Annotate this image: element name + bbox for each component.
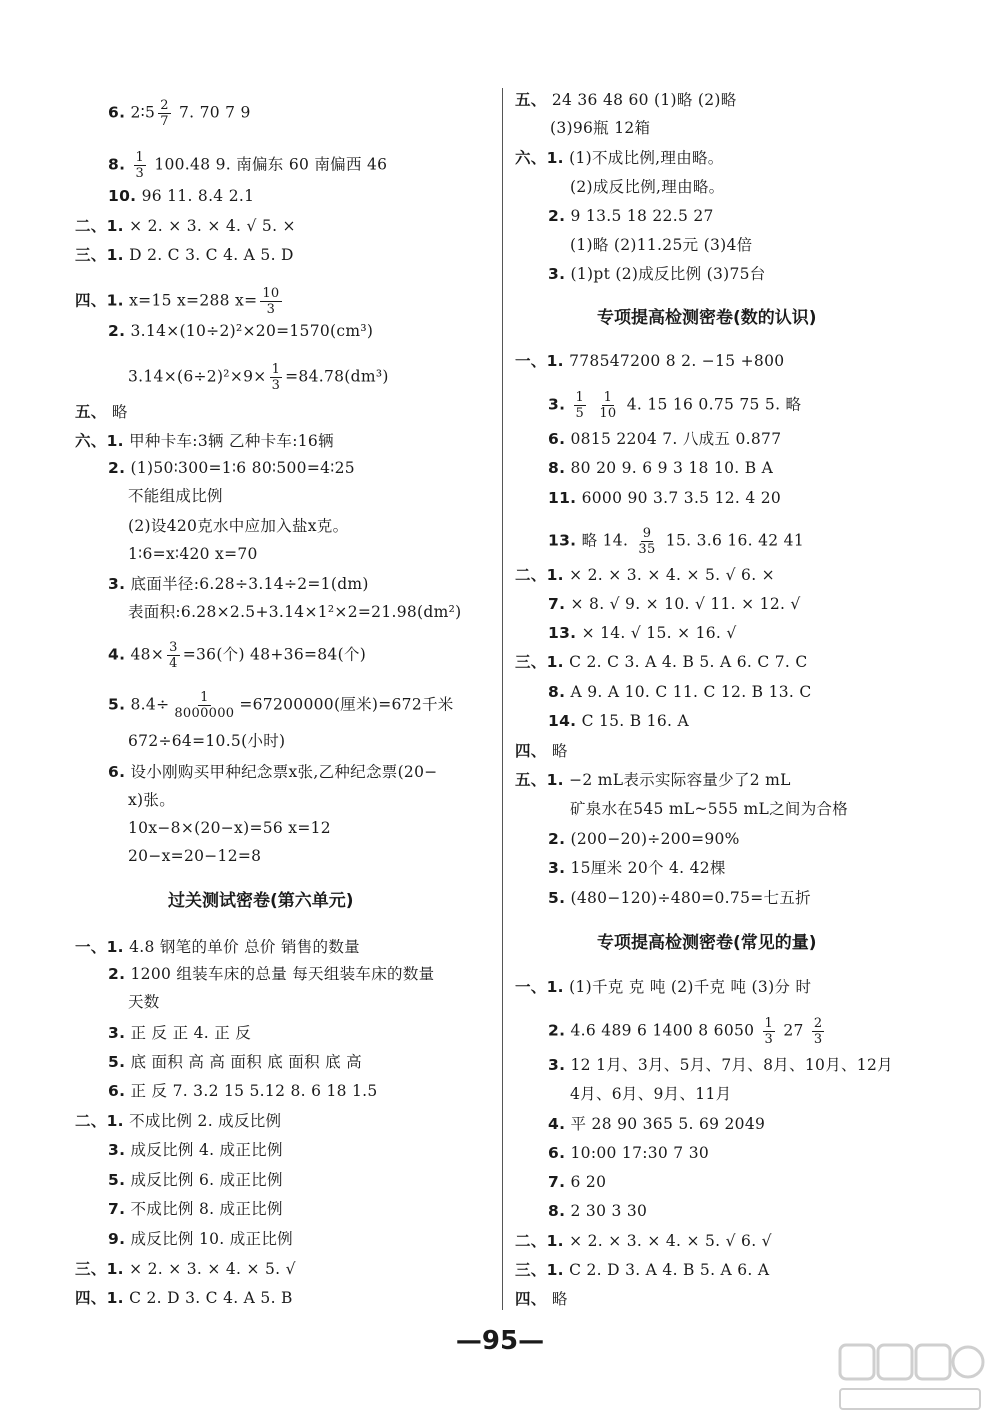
fraction-denominator: 3 — [135, 166, 145, 181]
answer-line — [108, 1081, 378, 1101]
answer-text: 10:00 17:30 7 30 — [570, 1144, 710, 1162]
answer-text: 9 13.5 18 22.5 27 — [570, 207, 714, 225]
answer-line — [108, 1023, 251, 1043]
answer-text: 27 — [778, 1021, 809, 1040]
fraction-numerator: 1 — [603, 390, 613, 405]
answer-text: 3.14×(10÷2)²×20=1570(cm³) — [130, 322, 374, 340]
answer-line — [75, 402, 128, 422]
answer-line — [515, 90, 737, 110]
answer-text: C 2. D 3. A 4. B 5. A 6. A — [569, 1261, 770, 1279]
answer-line — [548, 1172, 606, 1192]
question-number: 一、1. — [515, 352, 564, 370]
answer-line — [548, 429, 781, 449]
answer-text: =36(个) 48+36=84(个) — [182, 645, 367, 664]
answer-line — [108, 1140, 283, 1160]
fraction — [158, 98, 171, 129]
answer-line — [128, 731, 285, 751]
question-number: 四、 — [515, 1290, 547, 1308]
answer-line — [550, 118, 650, 138]
question-number: 二、1. — [515, 566, 564, 584]
question-number: 11. — [548, 489, 577, 507]
answer-text: 成反比例 4. 成正比例 — [130, 1141, 283, 1159]
answer-text: 0815 2204 7. 八成五 0.877 — [570, 430, 782, 448]
fraction-denominator: 3 — [813, 1032, 823, 1047]
question-number: 四、1. — [75, 1289, 124, 1307]
answer-line — [515, 1289, 568, 1309]
fraction-denominator: 3 — [266, 302, 276, 317]
question-number: 7. — [108, 1200, 126, 1218]
fraction-numerator: 1 — [271, 362, 281, 377]
answer-text: × 2. × 3. × 4. √ 5. × — [129, 217, 296, 235]
answer-text: × 14. √ 15. × 16. √ — [581, 624, 737, 642]
answer-text: 正 反 正 4. 正 反 — [130, 1024, 252, 1042]
answer-text: 672÷64=10.5(小时) — [128, 732, 286, 750]
question-number: 4. — [108, 645, 126, 664]
question-number: 五、 — [75, 403, 107, 421]
fraction — [574, 390, 587, 421]
answer-text: 略 14. — [581, 531, 634, 550]
question-number: 5. — [108, 1053, 126, 1071]
fraction-denominator: 8000000 — [174, 706, 235, 721]
fraction-numerator: 1 — [575, 390, 585, 405]
question-number: 三、1. — [75, 246, 124, 264]
answer-text: 96 11. 8.4 2.1 — [141, 187, 255, 205]
question-number: 3. — [108, 575, 126, 593]
answer-line — [128, 790, 175, 810]
answer-line — [515, 741, 568, 761]
answer-text: 正 反 7. 3.2 15 5.12 8. 6 18 1.5 — [130, 1082, 378, 1100]
answer-text: 778547200 8 2. −15 +800 — [569, 352, 785, 370]
question-number: 3. — [548, 265, 566, 283]
question-number: 13. — [548, 531, 577, 550]
question-number: 6. — [548, 430, 566, 448]
answer-text: D 2. C 3. C 4. A 5. D — [129, 246, 294, 264]
answer-text: −2 mL表示实际容量少了2 mL — [569, 771, 791, 789]
question-number: 5. — [108, 695, 126, 714]
answer-text: (1)略 (2)11.25元 (3)4倍 — [570, 236, 753, 254]
answer-text: C 15. B 16. A — [581, 712, 689, 730]
answer-line — [548, 682, 812, 702]
answer-text: 底面半径:6.28÷3.14÷2=1(dm) — [130, 575, 369, 593]
fraction-denominator: 10 — [599, 406, 617, 421]
answer-text: x)张。 — [128, 791, 175, 809]
answer-line — [515, 565, 775, 585]
answer-line — [108, 964, 434, 984]
answer-line — [548, 829, 740, 849]
fraction — [260, 286, 281, 317]
question-number: 6. — [108, 103, 126, 122]
answer-line — [548, 1055, 893, 1075]
answer-text: × 8. √ 9. × 10. √ 11. × 12. √ — [570, 595, 801, 613]
fraction-numerator: 1 — [764, 1016, 774, 1031]
answer-line — [128, 544, 258, 564]
answer-line — [108, 690, 454, 721]
fraction — [636, 526, 657, 557]
answer-text: 略 — [551, 742, 568, 760]
answer-text: 不成比例 8. 成正比例 — [130, 1200, 283, 1218]
question-number: 2. — [548, 1021, 566, 1040]
answer-text: 1∶6=x∶420 x=70 — [128, 545, 258, 563]
fraction-denominator: 35 — [638, 542, 656, 557]
question-number: 2. — [548, 207, 566, 225]
answer-text: C 2. C 3. A 4. B 5. A 6. C 7. C — [569, 653, 808, 671]
answer-text: 底 面积 高 高 面积 底 面积 底 高 — [130, 1053, 362, 1071]
answer-line — [108, 762, 438, 782]
fraction-numerator: 1 — [200, 690, 209, 705]
answer-text: × 2. × 3. × 4. × 5. √ 6. √ — [569, 1232, 772, 1250]
answer-line — [128, 818, 331, 838]
answer-text: A 9. A 10. C 11. C 12. B 13. C — [570, 683, 812, 701]
question-number: 六、1. — [515, 149, 564, 167]
fraction-numerator: 2 — [160, 98, 169, 113]
answer-line — [548, 1016, 827, 1047]
answer-line — [548, 206, 714, 226]
question-number: 14. — [548, 712, 577, 730]
question-number: 7. — [548, 1173, 566, 1191]
column-divider — [502, 88, 503, 1310]
answer-line — [128, 602, 461, 622]
question-number: 五、1. — [515, 771, 564, 789]
question-number: 5. — [548, 889, 566, 907]
question-number: 二、1. — [75, 217, 124, 235]
answer-line — [108, 98, 251, 129]
question-number: 6. — [108, 1082, 126, 1100]
answer-line — [548, 264, 766, 284]
answer-line — [75, 286, 285, 317]
answer-text: 4.6 489 6 1400 8 6050 — [570, 1021, 760, 1040]
answer-text: 24 36 48 60 (1)略 (2)略 — [551, 91, 737, 109]
section-title: 专项提高检测密卷(数的认识) — [597, 308, 817, 328]
answer-line — [108, 640, 366, 671]
question-number: 2. — [108, 459, 126, 477]
question-number: 一、1. — [515, 978, 564, 996]
answer-line — [75, 937, 360, 957]
question-number: 二、1. — [515, 1232, 564, 1250]
answer-line — [548, 1114, 765, 1134]
answer-text: 2 30 3 30 — [570, 1202, 648, 1220]
answer-text: 成反比例 6. 成正比例 — [130, 1171, 283, 1189]
answer-line — [515, 1260, 769, 1280]
answer-text: 不成比例 2. 成反比例 — [129, 1112, 282, 1130]
answer-text: 表面积:6.28×2.5+3.14×1²×2=21.98(dm²) — [128, 603, 462, 621]
question-number: 10. — [108, 187, 137, 205]
question-number: 3. — [108, 1141, 126, 1159]
answer-line — [108, 1229, 293, 1249]
question-number: 4. — [548, 1115, 566, 1133]
answer-line — [548, 858, 726, 878]
answer-text: 12 1月、3月、5月、7月、8月、10月、12月 — [570, 1056, 893, 1074]
question-number: 3. — [548, 1056, 566, 1074]
answer-text: 80 20 9. 6 9 3 18 10. B A — [570, 459, 774, 477]
answer-text: x=15 x=288 x= — [129, 291, 258, 310]
answer-text: 10x−8×(20−x)=56 x=12 — [128, 819, 331, 837]
question-number: 三、1. — [515, 653, 564, 671]
fraction-denominator: 3 — [271, 378, 281, 393]
answer-line — [75, 1111, 281, 1131]
answer-line — [548, 888, 811, 908]
question-number: 五、 — [515, 91, 547, 109]
fraction-numerator: 10 — [262, 286, 280, 301]
answer-line — [75, 216, 296, 236]
answer-line — [108, 186, 254, 206]
answer-text: (2)设420克水中应加入盐x克。 — [128, 517, 349, 535]
answer-text: 2∶5 — [130, 103, 156, 122]
watermark-icon — [836, 1341, 986, 1417]
fraction-denominator: 3 — [764, 1032, 774, 1047]
answer-line — [515, 770, 791, 790]
answer-text: (480−120)÷480=0.75=七五折 — [570, 889, 811, 907]
answer-line — [548, 711, 689, 731]
answer-line — [108, 150, 387, 181]
fraction-denominator: 5 — [575, 406, 585, 421]
answer-line — [128, 516, 348, 536]
answer-line — [128, 486, 223, 506]
question-number: 四、1. — [75, 291, 124, 310]
answer-text: 20−x=20−12=8 — [128, 847, 262, 865]
answer-text: × 2. × 3. × 4. × 5. √ — [129, 1260, 296, 1278]
answer-line — [75, 1288, 293, 1308]
question-number: 8. — [548, 459, 566, 477]
answer-text: 6000 90 3.7 3.5 12. 4 20 — [581, 489, 782, 507]
answer-line — [75, 1259, 296, 1279]
fraction-denominator: 4 — [169, 656, 178, 671]
fraction — [167, 640, 180, 671]
answer-text: 矿泉水在545 mL~555 mL之间为合格 — [570, 800, 849, 818]
answer-line — [548, 594, 801, 614]
answer-text: 不能组成比例 — [128, 487, 223, 505]
answer-text: 1200 组装车床的总量 每天组装车床的数量 — [130, 965, 435, 983]
answer-text: 天数 — [128, 993, 160, 1011]
answer-text: (200−20)÷200=90% — [570, 830, 740, 848]
answer-text: 7. 70 7 9 — [173, 103, 251, 122]
answer-text: 15. 3.6 16. 42 41 — [660, 531, 804, 550]
question-number: 三、1. — [515, 1261, 564, 1279]
watermark-logo — [836, 1341, 986, 1417]
answer-text: 3.14×(6÷2)²×9× — [128, 367, 267, 386]
answer-text: C 2. D 3. C 4. A 5. B — [129, 1289, 293, 1307]
answer-line — [548, 623, 737, 643]
question-number: 3. — [548, 395, 566, 414]
answer-text: 15厘米 20个 4. 42棵 — [570, 859, 726, 877]
answer-text: 平 28 90 365 5. 69 2049 — [570, 1115, 766, 1133]
answer-line — [108, 1199, 283, 1219]
question-number: 2. — [108, 965, 126, 983]
answer-text: 4. 15 16 0.75 75 5. 略 — [621, 395, 802, 414]
answer-line — [548, 1143, 709, 1163]
answer-text: × 2. × 3. × 4. × 5. √ 6. × — [569, 566, 775, 584]
fraction-numerator: 1 — [135, 150, 145, 165]
answer-text: 设小刚购买甲种纪念票x张,乙种纪念票(20− — [130, 763, 438, 781]
answer-line — [75, 245, 294, 265]
answer-line — [108, 458, 355, 478]
answer-line — [548, 526, 804, 557]
answer-text — [589, 396, 594, 414]
answer-text: 100.48 9. 南偏东 60 南偏西 46 — [149, 155, 388, 174]
answer-line — [515, 977, 811, 997]
answer-line — [570, 799, 848, 819]
question-number: 8. — [548, 1202, 566, 1220]
page-number: —95— — [455, 1326, 545, 1356]
answer-text: 略 — [551, 1290, 568, 1308]
answer-line — [75, 431, 334, 451]
question-number: 2. — [108, 322, 126, 340]
fraction — [597, 390, 618, 421]
answer-text: 8.4÷ — [130, 695, 170, 714]
question-number: 四、 — [515, 742, 547, 760]
answer-line — [515, 652, 807, 672]
question-number: 8. — [108, 155, 126, 174]
answer-text: 4月、6月、9月、11月 — [570, 1085, 732, 1103]
answer-text: =84.78(dm³) — [285, 367, 389, 386]
question-number: 6. — [108, 763, 126, 781]
question-number: 9. — [108, 1230, 126, 1248]
answer-text: (2)成反比例,理由略。 — [570, 178, 725, 196]
question-number: 一、1. — [75, 938, 124, 956]
answer-text: (1)50∶300=1∶6 80∶500=4∶25 — [130, 459, 355, 477]
answer-text: 甲种卡车:3辆 乙种卡车:16辆 — [129, 432, 334, 450]
fraction-denominator: 7 — [160, 114, 169, 129]
answer-line — [515, 1231, 772, 1251]
question-number: 8. — [548, 683, 566, 701]
answer-text: (3)96瓶 12箱 — [550, 119, 651, 137]
answer-line — [128, 846, 261, 866]
answer-line — [108, 1052, 362, 1072]
question-number: 6. — [548, 1144, 566, 1162]
answer-line — [515, 148, 724, 168]
question-number: 六、1. — [75, 432, 124, 450]
answer-line — [548, 488, 781, 508]
answer-text: (1)pt (2)成反比例 (3)75台 — [570, 265, 766, 283]
answer-line — [570, 235, 752, 255]
question-number: 13. — [548, 624, 577, 642]
question-number: 3. — [548, 859, 566, 877]
answer-text: =67200000(厘米)=672千米 — [239, 695, 454, 714]
question-number: 5. — [108, 1171, 126, 1189]
answer-line — [128, 362, 389, 393]
question-number: 3. — [108, 1024, 126, 1042]
section-title: 专项提高检测密卷(常见的量) — [597, 933, 817, 953]
question-number: 三、1. — [75, 1260, 124, 1278]
answer-line — [548, 390, 801, 421]
fraction — [270, 362, 283, 393]
fraction — [763, 1016, 776, 1047]
fraction — [812, 1016, 825, 1047]
answer-line — [548, 1201, 647, 1221]
answer-text: (1)千克 克 吨 (2)千克 吨 (3)分 时 — [569, 978, 812, 996]
answer-line — [108, 574, 369, 594]
fraction-numerator: 3 — [169, 640, 178, 655]
section-title: 过关测试密卷(第六单元) — [168, 891, 354, 911]
answer-text: 4.8 钢笔的单价 总价 销售的数量 — [129, 938, 360, 956]
question-number: 7. — [548, 595, 566, 613]
answer-line — [570, 177, 724, 197]
answer-text: 48× — [130, 645, 165, 664]
answer-text: 成反比例 10. 成正比例 — [130, 1230, 293, 1248]
fraction-numerator: 2 — [813, 1016, 823, 1031]
fraction — [134, 150, 147, 181]
answer-line — [515, 351, 784, 371]
fraction — [172, 690, 236, 721]
fraction-numerator: 9 — [642, 526, 652, 541]
answer-line — [128, 992, 160, 1012]
answer-line — [108, 1170, 283, 1190]
question-number: 2. — [548, 830, 566, 848]
answer-text: (1)不成比例,理由略。 — [569, 149, 724, 167]
answer-line — [570, 1084, 731, 1104]
answer-text: 略 — [111, 403, 128, 421]
question-number: 二、1. — [75, 1112, 124, 1130]
answer-line — [108, 321, 373, 341]
answer-line — [548, 458, 773, 478]
answer-text: 6 20 — [570, 1173, 607, 1191]
